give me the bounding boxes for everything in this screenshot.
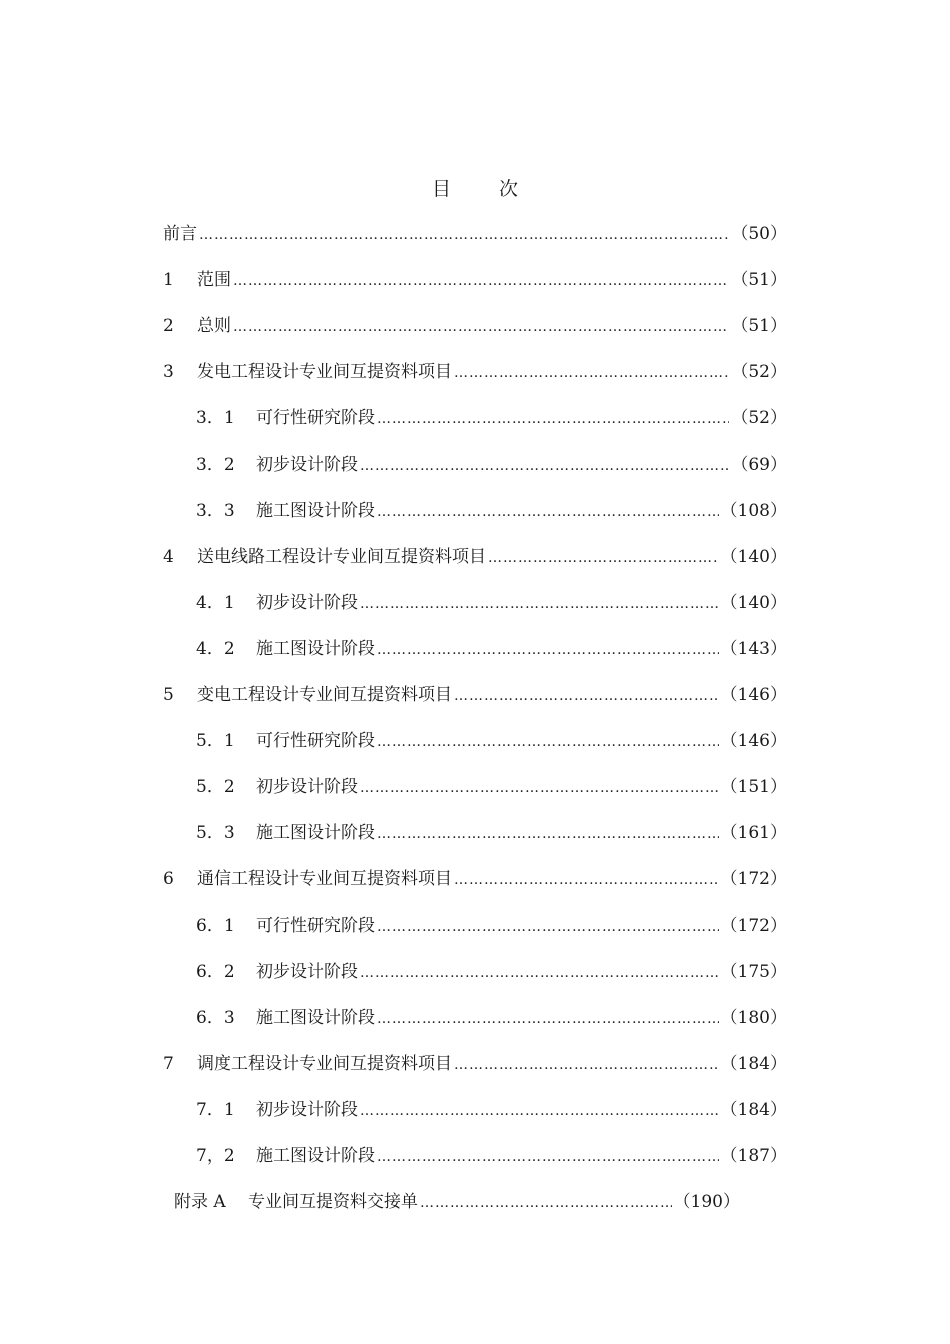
toc-leader-dots: [377, 730, 719, 754]
toc-entry-title: 总则: [197, 316, 231, 337]
toc-entry-page: （143）: [720, 638, 787, 659]
toc-entry-page: （52）: [731, 408, 787, 429]
toc-entry-page: （51）: [731, 316, 787, 337]
toc-entry-title: 初步设计阶段: [256, 592, 358, 613]
toc-entry-number: 6．1: [196, 915, 235, 936]
toc-entry[interactable]: [196, 406, 787, 430]
toc-entry[interactable]: [163, 222, 787, 246]
toc-leader-dots: [233, 315, 729, 339]
toc-entry[interactable]: [196, 591, 787, 615]
toc-entry-number: 7，2: [196, 1146, 235, 1166]
toc-entry[interactable]: [196, 729, 787, 753]
toc-entry[interactable]: [163, 545, 787, 569]
toc-entry-page: （146）: [720, 731, 787, 752]
toc-entry-number: 3．1: [196, 408, 235, 429]
toc-leader-dots: [360, 961, 719, 985]
toc-leader-dots: [420, 1191, 672, 1215]
toc-entry-number: 2: [163, 316, 174, 337]
toc-leader-dots: [377, 500, 719, 524]
toc-leader-dots: [454, 868, 719, 892]
toc-entry-title: 专业间互提资料交接单: [248, 1192, 418, 1213]
toc-entry-page: （151）: [720, 777, 787, 798]
toc-leader-dots: [377, 915, 719, 939]
toc-entry-number: 5: [163, 685, 174, 705]
toc-entry[interactable]: [163, 268, 787, 292]
toc-entry[interactable]: [196, 1098, 787, 1122]
toc-entry-title: 变电工程设计专业间互提资料项目: [197, 685, 452, 705]
toc-entry[interactable]: [196, 821, 787, 845]
toc-leader-dots: [454, 1053, 719, 1077]
toc-entry-title: 施工图设计阶段: [256, 1007, 375, 1028]
toc-entry-title: 施工图设计阶段: [256, 638, 375, 659]
page-title: [0, 174, 950, 201]
toc-entry-title: 施工图设计阶段: [256, 500, 375, 521]
toc-entry-page: （140）: [720, 592, 787, 613]
toc-entry-title: 可行性研究阶段: [256, 408, 375, 429]
toc-entry-title: 初步设计阶段: [256, 777, 358, 798]
toc-entry-title: 初步设计阶段: [256, 1099, 358, 1120]
toc-entry[interactable]: [163, 683, 787, 707]
toc-entry-number: 3: [163, 362, 174, 383]
toc-leader-dots: [360, 454, 729, 478]
toc-entry-page: （190）: [673, 1192, 740, 1213]
toc-entry-number: 3．2: [196, 454, 235, 475]
toc-entry-number: 4: [163, 546, 174, 567]
toc-entry-page: （108）: [720, 500, 787, 521]
toc-entry-page: （184）: [720, 1099, 787, 1120]
toc-entry-title: 可行性研究阶段: [256, 915, 375, 936]
toc-entry-page: （50）: [731, 224, 787, 244]
toc-entry[interactable]: [174, 1190, 740, 1214]
toc-entry-number: 7．1: [196, 1099, 235, 1120]
toc-entry[interactable]: [163, 314, 787, 338]
toc-entry-title: 送电线路工程设计专业间互提资料项目: [197, 546, 486, 567]
toc-entry[interactable]: [163, 360, 787, 384]
toc-leader-dots: [377, 407, 729, 431]
toc-entry[interactable]: [163, 1052, 787, 1076]
toc-entry-page: （146）: [720, 685, 787, 705]
toc-entry-page: （51）: [731, 270, 787, 291]
toc-entry-page: （180）: [720, 1007, 787, 1028]
toc-leader-dots: [360, 1099, 719, 1123]
toc-entry[interactable]: [196, 499, 787, 523]
toc-entry[interactable]: [196, 1144, 787, 1168]
toc-entry[interactable]: [196, 1006, 787, 1030]
toc-entry-number: 5．1: [196, 731, 235, 752]
toc-entry[interactable]: [196, 453, 787, 477]
toc-leader-dots: [377, 1007, 719, 1031]
toc-entry-title: 施工图设计阶段: [256, 823, 375, 844]
toc-entry[interactable]: [196, 914, 787, 938]
toc-entry-number: 6．2: [196, 961, 235, 982]
toc-entry-page: （140）: [720, 546, 787, 567]
toc-entry-title: 调度工程设计专业间互提资料项目: [197, 1053, 452, 1074]
toc-entry-page: （172）: [720, 915, 787, 936]
title-char-1: 目: [431, 178, 451, 200]
toc-leader-dots: [199, 223, 729, 247]
toc-entry-page: （172）: [720, 869, 787, 890]
toc-entry-number: 5．3: [196, 823, 235, 844]
toc-entry-number: 7: [163, 1053, 174, 1074]
toc-entry-page: （161）: [720, 823, 787, 844]
toc-leader-dots: [488, 546, 719, 570]
toc-entry-page: （184）: [720, 1053, 787, 1074]
toc-leader-dots: [233, 269, 729, 293]
toc-entry-page: （187）: [720, 1146, 787, 1166]
toc-entry-number: 1: [163, 270, 174, 291]
toc-entry-page: （69）: [731, 454, 787, 475]
toc-entry-title: 初步设计阶段: [256, 961, 358, 982]
toc-entry-title: 范围: [197, 270, 231, 291]
toc-entry-page: （52）: [731, 362, 787, 383]
toc-entry-number: 5．2: [196, 777, 235, 798]
toc-leader-dots: [454, 684, 719, 708]
toc-leader-dots: [360, 776, 719, 800]
toc-entry-title: 可行性研究阶段: [256, 731, 375, 752]
toc-leader-dots: [360, 592, 719, 616]
toc-leader-dots: [377, 822, 719, 846]
toc-entry-title: 通信工程设计专业间互提资料项目: [197, 869, 452, 890]
toc-entry-title: 发电工程设计专业间互提资料项目: [197, 362, 452, 383]
toc-entry[interactable]: [196, 960, 787, 984]
toc-entry[interactable]: [196, 637, 787, 661]
toc-entry-number: 3．3: [196, 500, 235, 521]
title-char-2: 次: [499, 178, 519, 200]
toc-entry-title: 初步设计阶段: [256, 454, 358, 475]
toc-entry-title: 施工图设计阶段: [256, 1146, 375, 1166]
toc-entry-number: 4．2: [196, 638, 235, 659]
toc-entry-number: 附录 A: [174, 1192, 226, 1213]
toc-entry-number: 6: [163, 869, 174, 890]
toc-entry-title: 前言: [163, 224, 197, 244]
toc-leader-dots: [377, 1145, 719, 1169]
toc-entry-number: 6．3: [196, 1007, 235, 1028]
toc-entry-page: （175）: [720, 961, 787, 982]
toc-entry[interactable]: [163, 867, 787, 891]
toc-leader-dots: [454, 361, 729, 385]
toc-leader-dots: [377, 638, 719, 662]
toc-entry-number: 4．1: [196, 592, 235, 613]
toc-entry[interactable]: [196, 775, 787, 799]
